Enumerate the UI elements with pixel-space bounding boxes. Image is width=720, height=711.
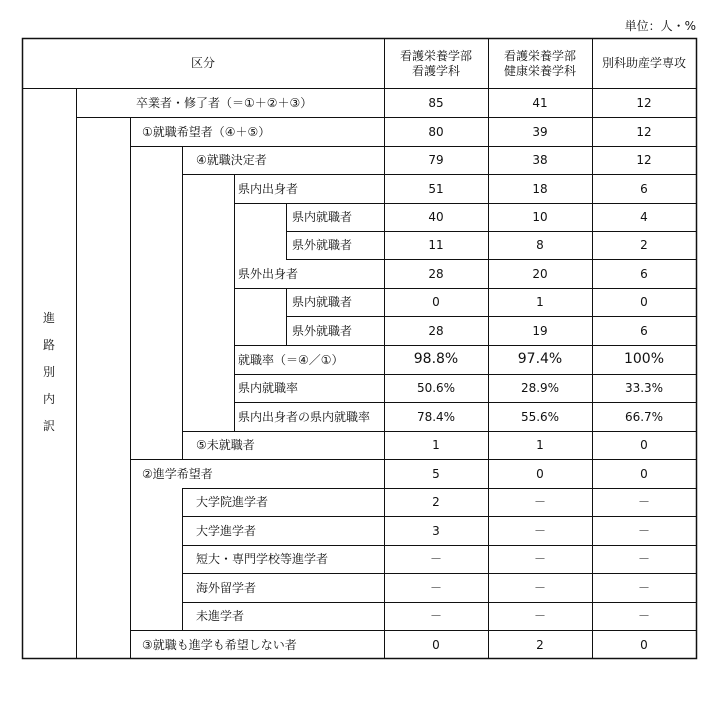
side-label-char: 内 [42,392,55,406]
row-label: ①就職希望者（④＋⑤） [142,124,271,139]
row-label: ②進学希望者 [142,466,213,481]
row-value: 8 [536,238,544,252]
row-label: 県内就職率 [238,381,299,395]
row-label: 県内出身者の県内就職率 [238,409,371,424]
row-label: 未進学者 [196,609,245,623]
row-value: 18 [532,181,548,196]
row-value: 5 [432,466,440,481]
row-value: － [429,552,442,566]
row-value: 0 [536,466,544,481]
row-value: 66.7% [624,409,664,424]
row-value: 10 [532,210,548,224]
row-label: 県内就職者 [292,295,353,309]
row-value: － [637,552,650,566]
row-value: 97.4% [517,350,563,367]
row-value: 11 [428,238,444,252]
row-value: 0 [640,637,648,652]
header-col-nutrition-line1: 看護栄養学部 [503,49,576,63]
row-value: － [637,495,650,509]
row-value: 51 [428,181,444,196]
row-label: ⑤未就職者 [196,438,255,452]
row-label: 大学進学者 [196,523,257,538]
row-value: － [533,495,546,509]
row-value: 12 [636,153,652,167]
row-label: 県外就職者 [292,238,353,252]
row-value: 0 [640,438,648,452]
row-value: 20 [532,266,548,281]
row-value: 19 [532,323,548,338]
row-label: 就職率（＝④／①） [238,352,344,367]
row-value: 79 [428,153,444,167]
row-value: 85 [428,95,444,110]
row-value: － [533,609,546,623]
row-value: 98.8% [413,350,459,367]
row-value: 0 [432,295,440,309]
row-label: 卒業者・修了者（＝①＋②＋③） [136,95,313,110]
row-value: 100% [623,350,665,367]
row-value: 0 [432,637,440,652]
row-value: 28 [428,323,444,338]
row-value: 38 [532,153,548,167]
side-label-char: 訳 [42,419,55,433]
row-value: 2 [536,637,544,652]
row-label: 県外就職者 [292,323,353,338]
row-value: 6 [640,181,648,196]
row-value: － [429,580,442,595]
header-col-nursing-line2: 看護学科 [411,64,460,78]
row-value: 1 [536,438,544,452]
row-value: 28.9% [520,381,560,395]
header-col-nutrition-line2: 健康栄養学科 [503,64,576,78]
row-value: 6 [640,266,648,281]
row-value: 1 [432,438,440,452]
side-label-char: 進 [42,311,55,325]
row-label: ④就職決定者 [196,153,267,167]
header-col-nursing [384,49,488,79]
header-col-midwifery: 別科助産学専攻 [601,56,686,70]
row-value: 78.4% [416,409,456,424]
row-label: 県内就職者 [292,210,353,224]
row-value: 2 [432,495,440,509]
row-label: ③就職も進学も希望しない者 [142,637,297,652]
row-value: 33.3% [624,381,664,395]
row-value: － [533,523,546,538]
row-value: 0 [640,295,648,309]
row-value: 6 [640,323,648,338]
row-value: 4 [640,210,648,224]
row-value: － [429,609,442,623]
row-value: 1 [536,295,544,309]
unit-label: 単位：人・% [624,19,696,33]
row-value: 0 [640,466,648,481]
row-value: 28 [428,266,444,281]
side-label-char: 路 [42,338,55,352]
row-value: 3 [432,523,440,538]
header-category: 区分 [190,56,215,70]
row-value: 55.6% [520,409,560,424]
row-value: － [637,609,650,623]
side-label-char: 別 [42,365,55,379]
side-label [22,305,76,440]
row-value: － [533,580,546,595]
row-label: 県外出身者 [238,266,299,281]
row-value: 40 [428,210,444,224]
header-col-nutrition [488,49,592,79]
row-label: 海外留学者 [196,580,257,595]
row-value: － [637,523,650,538]
row-value: 39 [532,124,548,139]
row-value: 2 [640,238,648,252]
row-label: 短大・専門学校等進学者 [196,552,329,566]
row-value: 50.6% [416,381,456,395]
row-value: － [637,580,650,595]
row-label: 県内出身者 [238,181,299,196]
row-value: 12 [636,124,652,139]
row-value: － [533,552,546,566]
row-value: 41 [532,95,548,110]
row-value: 80 [428,124,444,139]
row-value: 12 [636,95,652,110]
header-col-nursing-line1: 看護栄養学部 [399,49,472,63]
row-label: 大学院進学者 [196,495,269,509]
